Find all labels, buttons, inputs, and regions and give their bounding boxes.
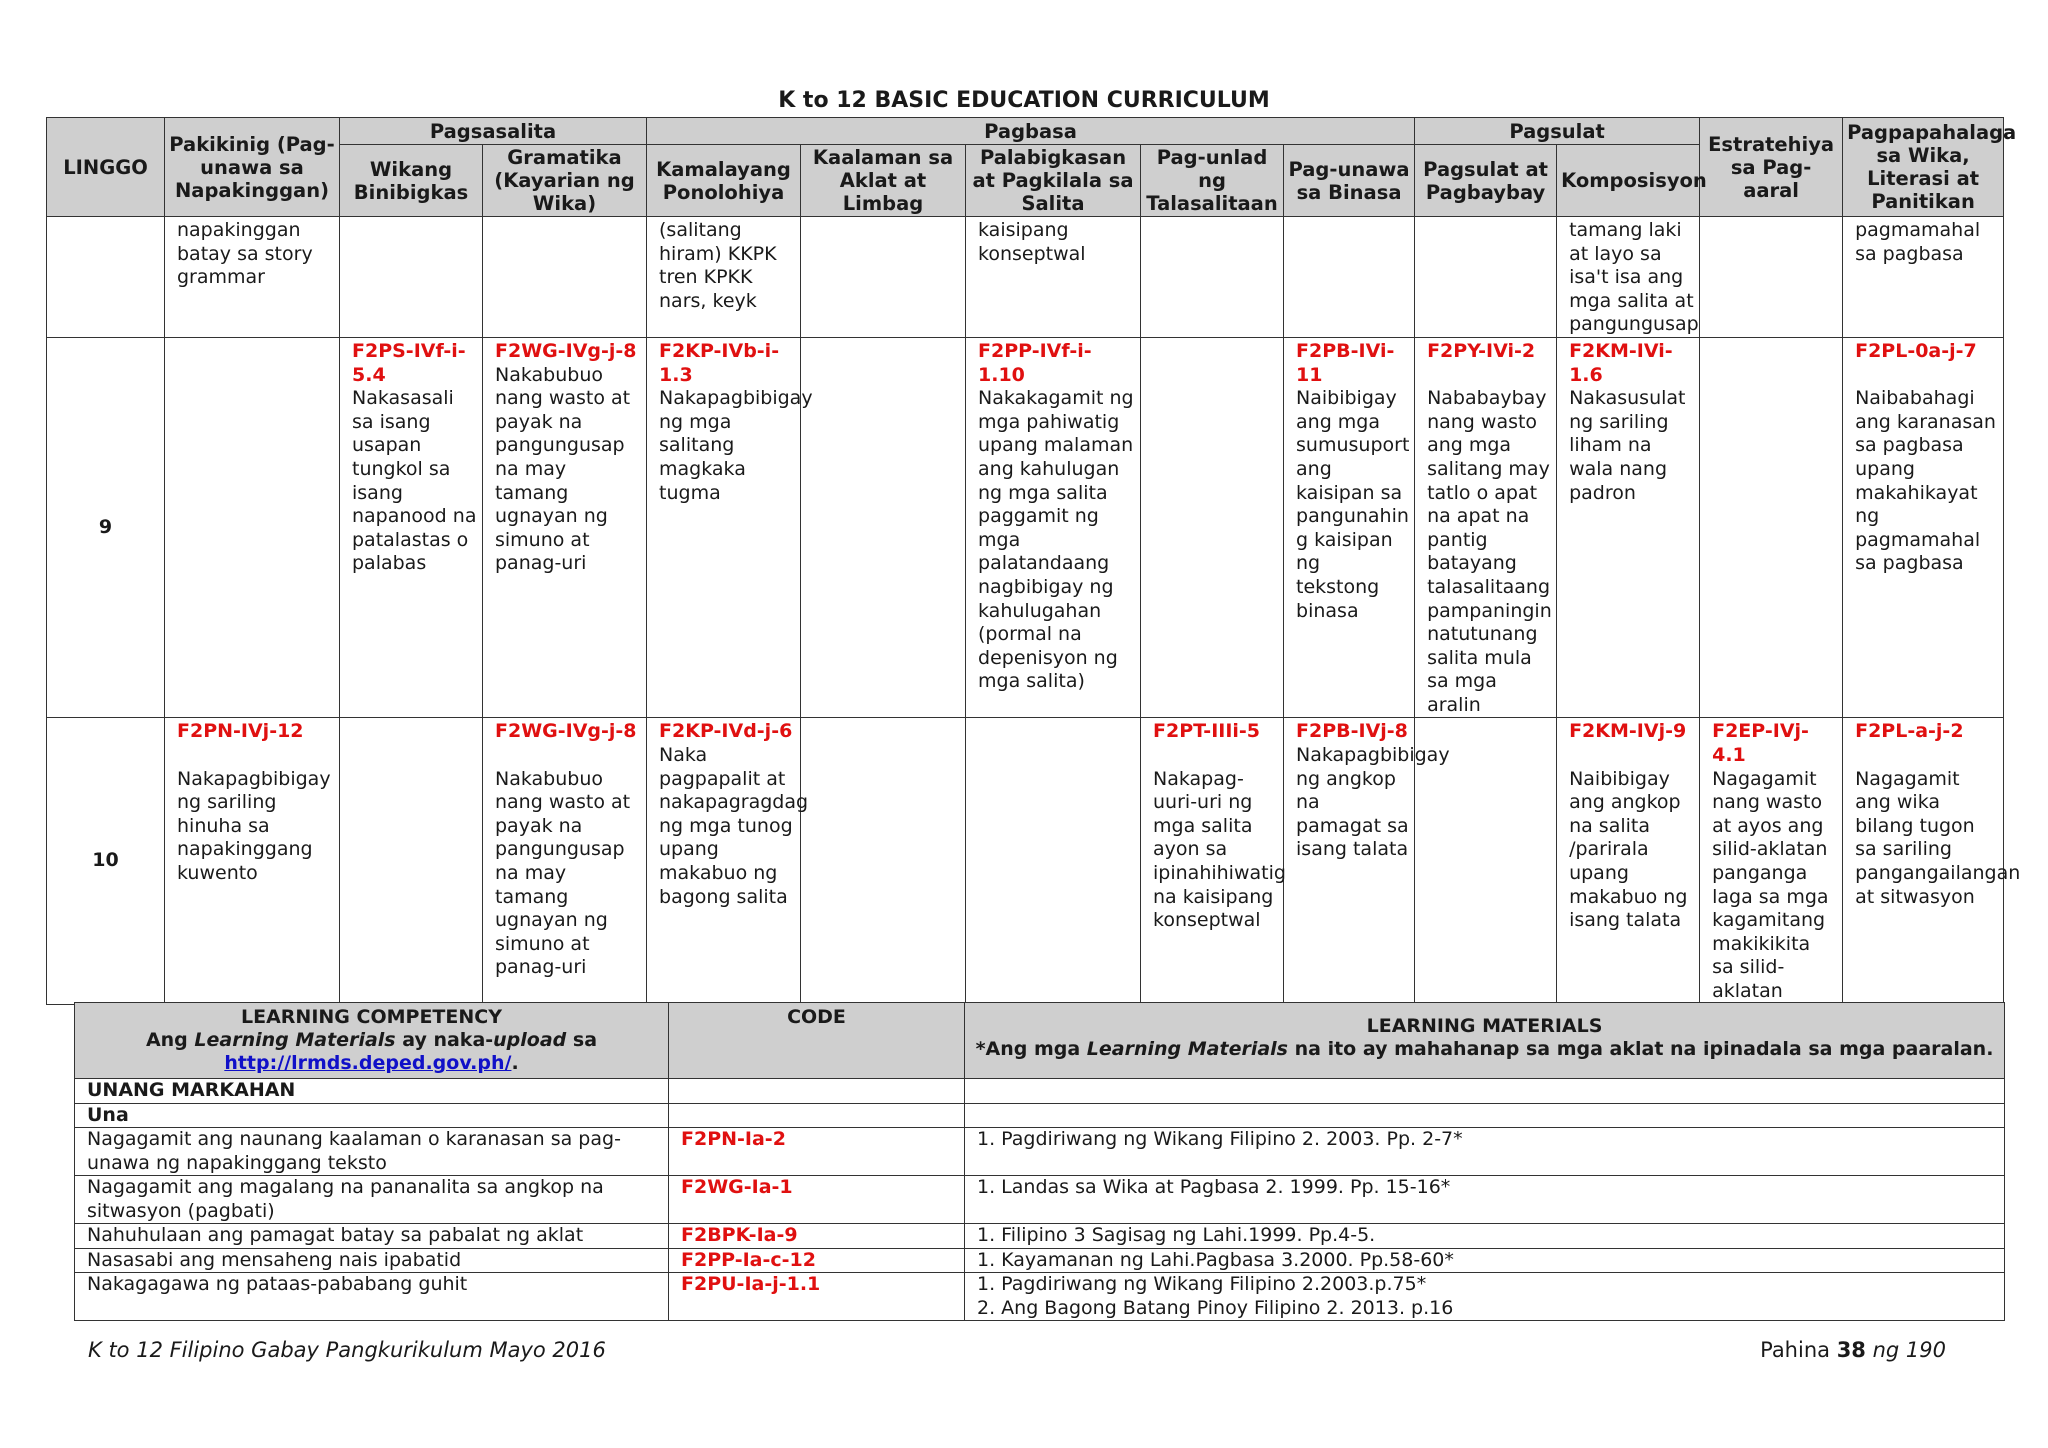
- cell-pagbaybay: [1415, 337, 1557, 718]
- material-cell: 1. Pagdiriwang ng Wikang Filipino 2. 2003. Pp. 2-7*: [965, 1128, 2005, 1176]
- material-cell: 1. Pagdiriwang ng Wikang Filipino 2.2003.p.75* 2. Ang Bagong Batang Pinoy Filipino 2. 2013. p.16: [965, 1273, 2005, 1321]
- code-cell: F2PP-Ia-c-12: [669, 1248, 965, 1273]
- code-cell: F2WG-Ia-1: [669, 1176, 965, 1224]
- competency-cell: Nagagamit ang naunang kaalaman o karanasan sa pag-unawa ng napakinggang teksto: [75, 1128, 669, 1176]
- header-pakikinig: Pakikinig (Pag-unawa sa Napakinggan): [165, 118, 340, 217]
- competency-text: Nagagamit ang wika bilang tugon sa sariling pangangailangan at sitwasyon: [1855, 767, 2021, 908]
- cell-komposisyon: [1557, 718, 1700, 1004]
- footer-page-number: Pahina 38 ng 190: [1760, 1338, 1946, 1362]
- cell-pagpapahalaga: [1843, 337, 2004, 718]
- competency-cell: Nahuhulaan ang pamagat batay sa pabalat ng aklat: [75, 1224, 669, 1249]
- competency-code: F2KP-IVb-i-1.3: [659, 339, 780, 386]
- competency-text: Nakapag-uuri-uri ng mga salita ayon sa ipinahihiwatig na kaisipang konseptwal: [1153, 767, 1286, 932]
- competency-text: Naibibigay ang angkop na salita /parirala upang makabuo ng isang talata: [1569, 767, 1688, 932]
- table-row: [75, 1176, 2005, 1224]
- competency-text: Nakasusulat ng sariling liham na wala nang padron: [1569, 387, 1686, 504]
- competency-text: Nakapagbibigay ng sariling hinuha sa napakinggang kuwento: [177, 767, 331, 885]
- curriculum-guide-table: [46, 117, 2021, 1005]
- table-row: [75, 1273, 2005, 1321]
- table-row: [75, 1128, 2005, 1176]
- table-row: [75, 1079, 2005, 1104]
- competency-code: F2PP-IVf-i-1.10: [978, 339, 1092, 386]
- header-linggo: LINGGO: [47, 118, 165, 217]
- code-cell: F2BPK-Ia-9: [669, 1224, 965, 1249]
- competency-code: F2KM-IVj-9: [1569, 720, 1687, 743]
- cell-gramatika: [483, 337, 647, 718]
- material-cell: 1. Kayamanan ng Lahi.Pagbasa 3.2000. Pp.58-60*: [965, 1248, 2005, 1273]
- competency-code: F2PY-IVi-2: [1427, 339, 1536, 362]
- competency-code: F2KM-IVi-1.6: [1569, 339, 1673, 386]
- competency-code: F2WG-IVg-j-8: [495, 720, 637, 743]
- header-talasalitaan: Pag-unlad ng Talasalitaan: [1141, 145, 1284, 217]
- week-label: Una: [75, 1103, 669, 1128]
- competency-text: Nakabubuo nang wasto at payak na pangungusap na may tamang ugnayan ng simuno at panag-uri: [495, 767, 631, 979]
- competency-code: F2PL-0a-j-7: [1855, 339, 1977, 362]
- cell-pag-unawa-binasa: [1284, 337, 1415, 718]
- competency-text: Nakapagbibigay ng angkop na pamagat sa isang talata: [1296, 744, 1450, 861]
- competency-text: Naka pagpapalit at nakapagragdag ng mga tunog upang makabuo ng bagong salita: [659, 744, 809, 908]
- header-kaalaman-aklat: Kaalaman sa Aklat at Limbag: [801, 145, 966, 217]
- week-cell: [47, 217, 165, 338]
- week-number: 9: [47, 337, 165, 718]
- header-pagsulat: Pagsulat: [1415, 118, 1700, 145]
- cell-komposisyon: tamang laki at layo sa isa't isa ang mga salita at pangungusap: [1557, 217, 1700, 338]
- cell-palabigkasan: kaisipang konseptwal: [966, 217, 1141, 338]
- cell-pakikinig: [165, 718, 340, 1004]
- cell-pakikinig: napakinggan batay sa story grammar: [165, 217, 340, 338]
- cell-ponolohiya: (salitang hiram) KKPK tren KPKK nars, keyk: [647, 217, 801, 338]
- footer-guide-title: K to 12 Filipino Gabay Pangkurikulum Mayo 2016: [88, 1338, 606, 1362]
- cell-palabigkasan: [966, 337, 1141, 718]
- header-gramatika: Gramatika (Kayarian ng Wika): [483, 145, 647, 217]
- cell-pagpapahalaga: pagmamahal sa pagbasa: [1843, 217, 2004, 338]
- table-row: [75, 1248, 2005, 1273]
- competency-code: F2PS-IVf-i-5.4: [352, 339, 466, 386]
- competency-text: Nababaybay nang wasto ang mga salitang may tatlo o apat na apat na pantig batayang talasalitaang pampaningin natutunang salita mula sa mga aralin: [1427, 387, 1552, 716]
- competency-text: Naibabahagi ang karanasan sa pagbasa upang makahikayat ng pagmamahal sa pagbasa: [1855, 387, 1996, 575]
- cell-pagpapahalaga: [1843, 718, 2021, 1004]
- competency-code: F2PN-IVj-12: [177, 720, 304, 743]
- header-learning-materials: LEARNING MATERIALS *Ang mga Learning Materials na ito ay mahahanap sa mga aklat na ipinadala sa mga paaralan.: [965, 1003, 2005, 1079]
- competency-cell: Nagagamit ang magalang na pananalita sa angkop na sitwasyon (pagbati): [75, 1176, 669, 1224]
- week-number: 10: [47, 718, 165, 1004]
- code-cell: F2PU-Ia-j-1.1: [669, 1273, 965, 1321]
- competency-code: F2PL-a-j-2: [1855, 720, 1964, 743]
- material-cell: 1. Landas sa Wika at Pagbasa 2. 1999. Pp. 15-16*: [965, 1176, 2005, 1224]
- header-pagsulat-pagbaybay: Pagsulat at Pagbaybay: [1415, 145, 1557, 217]
- table-row: [47, 337, 2004, 718]
- quarter-label: UNANG MARKAHAN: [75, 1079, 669, 1104]
- competency-cell: Nakagagawa ng pataas-pababang guhit: [75, 1273, 669, 1321]
- competency-text: Nakasasali sa isang usapan tungkol sa isang napanood na patalastas o palabas: [352, 387, 477, 575]
- lrmds-link[interactable]: http://lrmds.deped.gov.ph/: [224, 1052, 512, 1074]
- competency-code: F2EP-IVj-4.1: [1712, 720, 1809, 767]
- competency-text: Nakakagamit ng mga pahiwatig upang malaman ang kahulugan ng mga salita paggamit ng mga palatandaang nagbibigay ng kahulugahan (pormal na depenisyon ng mga salita): [978, 387, 1134, 693]
- learning-materials-table: [74, 1002, 2005, 1321]
- cell-komposisyon: [1557, 337, 1700, 718]
- table-row: [75, 1103, 2005, 1128]
- header-kamalayang-ponolohiya: Kamalayang Ponolohiya: [647, 145, 801, 217]
- header-code: CODE: [669, 1003, 965, 1079]
- competency-code: F2PT-IIIi-5: [1153, 720, 1261, 743]
- document-title: K to 12 BASIC EDUCATION CURRICULUM: [778, 88, 1270, 113]
- header-estratehiya: Estratehiya sa Pag-aaral: [1700, 118, 1843, 217]
- code-cell: F2PN-Ia-2: [669, 1128, 965, 1176]
- header-wikang-binibigkas: Wikang Binibigkas: [340, 145, 483, 217]
- competency-text: Nakabubuo nang wasto at payak na pangungusap na may tamang ugnayan ng simuno at panag-uri: [495, 363, 631, 575]
- header-pagsasalita: Pagsasalita: [340, 118, 647, 145]
- header-learning-competency: LEARNING COMPETENCY Ang Learning Materials ay naka-upload sa http://lrmds.deped.gov.ph/.: [75, 1003, 669, 1079]
- header-palabigkasan: Palabigkasan at Pagkilala sa Salita: [966, 145, 1141, 217]
- header-komposisyon: Komposisyon: [1557, 145, 1700, 217]
- competency-text: Nakapagbibigay ng mga salitang magkaka tugma: [659, 387, 813, 504]
- cell-ponolohiya: [647, 718, 809, 1004]
- header-pagbasa: Pagbasa: [647, 118, 1415, 145]
- competency-code: F2PB-IVj-8: [1296, 720, 1408, 743]
- table-row: [47, 217, 2004, 338]
- competency-code: F2PB-IVi-11: [1296, 339, 1395, 386]
- cell-ponolohiya: [647, 337, 813, 718]
- cell-gramatika: [483, 718, 647, 1004]
- cell-estratehiya: [1700, 718, 1843, 1004]
- header-pagpapahalaga: Pagpapahalaga sa Wika, Literasi at Panitikan: [1843, 118, 2004, 217]
- competency-cell: Nasasabi ang mensaheng nais ipabatid: [75, 1248, 669, 1273]
- cell-wikang-binibigkas: [340, 337, 483, 718]
- cell-pag-unawa-binasa: [1284, 718, 1450, 1004]
- material-cell: 1. Filipino 3 Sagisag ng Lahi.1999. Pp.4-5.: [965, 1224, 2005, 1249]
- table-row: [75, 1224, 2005, 1249]
- competency-text: Nagagamit nang wasto at ayos ang silid-aklatan panganga laga sa mga kagamitang makikikita sa silid-aklatan: [1712, 767, 1829, 1002]
- competency-code: F2WG-IVg-j-8: [495, 339, 637, 362]
- cell-talasalitaan: [1141, 718, 1284, 1004]
- header-pag-unawa-binasa: Pag-unawa sa Binasa: [1284, 145, 1415, 217]
- table-row: [47, 718, 2004, 1004]
- competency-code: F2KP-IVd-j-6: [659, 720, 793, 743]
- competency-text: Naibibigay ang mga sumusuport ang kaisipan sa pangunahin g kaisipan ng tekstong binasa: [1296, 387, 1410, 622]
